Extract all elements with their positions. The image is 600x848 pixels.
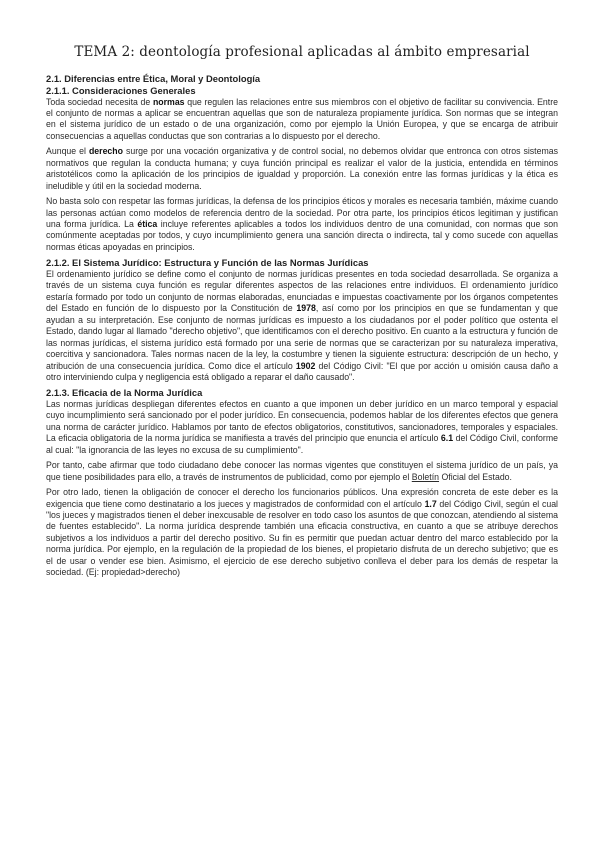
document-page: [46, 0, 558, 583]
subsection-heading-general: 2.1.1. Consideraciones Generales: [46, 85, 196, 96]
paragraph: No basta solo con respetar las formas jurídicas, la defensa de los principios éticos y morales es necesaria también, máxime cuando las personas actúan como modelos de referencia dentro de la sociedad. Por otra parte, los principios éticos legitiman y justifican una forma jurídica. La ética incluye referentes aplicables a todos los individuos dentro de una comunidad, con normas que son comúnmente aceptadas por todos, y cuyo incumplimiento genera una sanción directa o indirecta, tal y como sucede con aquellas normas éticas apoyadas en principios.: [46, 196, 558, 252]
document-title: TEMA 2: deontología profesional aplicadas al ámbito empresarial: [74, 44, 530, 60]
section-heading: 2.1. Diferencias entre Ética, Moral y Deontología: [46, 73, 261, 84]
underlined-term: Boletín: [411, 471, 440, 482]
paragraph: Por otro lado, tienen la obligación de conocer el derecho los funcionarios públicos. Una expresión concreta de este deber es la exigencia que tiene como destinatario a los jueces y magistrados de conformidad con el artículo 1.7 del Código Civil, según el cual "los jueces y magistrados tienen el deber inexcusable de resolver en todo caso los asuntos de que conozcan, atendiendo al sistema de fuentes establecido". La norma jurídica desprende también una eficacia constructiva, en cuanto a que se atribuye derechos subjetivos a los individuos a partir del derecho positivo. Su fin es permitir que puedan actuar dentro del marco establecido por la norma jurídica. Por ejemplo, en la regulación de la propiedad de los bienes, el propietario disfruta de un derecho subjetivo; que es el de usar o vender ese bien. Asimismo, el ejercicio de ese derecho subjetivo conlleva el deber para los demás de respetar la sociedad. (Ej: propiedad>derecho): [46, 487, 559, 578]
paragraph: El ordenamiento jurídico se define como el conjunto de normas jurídicas presentes en toda sociedad desarrollada. Se organiza a través de un sistema cuya función es regular diferentes aspectos de las relaciones entre individuos. El ordenamiento jurídico estaría formado por todo un conjunto de normas elaboradas, enunciadas e impuestas coactivamente por los órganos competentes del Estado en función de lo dispuesto por la Constitución de 1978, así como por los principios en que se fundamentan y que ayudan a su interpretación. Ese conjunto de normas jurídicas es impuesto a los ciudadanos por el poder político que ostenta el Estado, dando lugar al llamado "derecho objetivo", que identificamos con el derecho positivo. En cuanto a la estructura y función de las normas jurídicas, el sistema jurídico está formado por una serie de normas que se caracterizan por su naturaleza imperativa, coercitiva y sancionadora. Tales normas nacen de la ley, la costumbre y tienen la siguiente estructura: descripción de un hecho, y atribución de una consecuencia jurídica. Como dice el artículo 1902 del Código Civil: "El que por acción u omisión causa daño a otro interviniendo culpa y negligencia está obligado a reparar el daño causado".: [46, 268, 558, 382]
subsection-heading-legal-system: 2.1.2. El Sistema Jurídico: Estructura y Función de las Normas Jurídicas: [46, 257, 369, 269]
paragraph: Toda sociedad necesita de normas que regulen las relaciones entre sus miembros con el objetivo de facilitar su convivencia. Entre el conjunto de normas a aplicar se encuentran aquellas que son de naturaleza propiamente jurídica. Son normas que se integran en el sistema jurídico de un estado o de una organización, como por ejemplo la Unión Europea, y que se encarga de atribuir consecuencias a aquellas conductas que son contrarias a lo dispuesto por el derecho.: [46, 96, 559, 141]
subsection-heading-efficacy: 2.1.3. Eficacia de la Norma Jurídica: [46, 387, 203, 399]
paragraph: Aunque el derecho surge por una vocación organizativa y de control social, no debemos olvidar que entronca con otros sistemas normativos que regulan la conducta humana; y cuya función principal es realizar el valor de la justicia, entendida en términos aristotélicos como la aplicación de los principios de igualdad y proporción. La conexión entre las formas jurídicas y la ética es ineludible y útil en la sociedad moderna.: [46, 146, 558, 191]
paragraph: Por tanto, cabe afirmar que todo ciudadano debe conocer las normas vigentes que constituyen el sistema jurídico de un país, ya que tiene posibilidades para ello, a través de instrumentos de publicidad, como por ejemplo el Boletín Oficial del Estado.: [46, 460, 558, 482]
paragraph: Las normas jurídicas despliegan diferentes efectos en cuanto a que imponen un deber jurídico en un marco temporal y espacial cuyo incumplimiento será sancionado por el poder jurídico. En consecuencia, podemos hablar de los diferentes efectos que genera una norma de carácter jurídico. Hablamos por tanto de efectos obligatorios, constitutivos, sancionadores, temporales y espaciales. La eficacia obligatoria de la norma jurídica se manifiesta a través del principio que enuncia el artículo 6.1 del Código Civil, conforme al cual: "la ignorancia de las leyes no excusa de su cumplimiento".: [46, 398, 558, 455]
